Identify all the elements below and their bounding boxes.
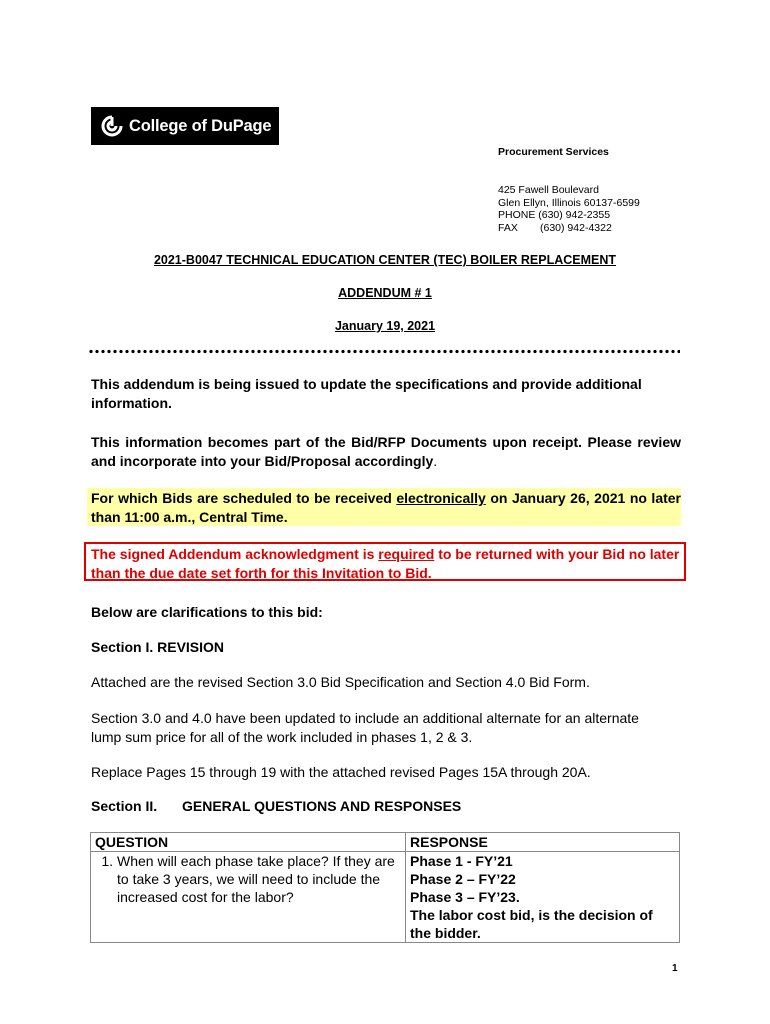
college-logo bbox=[91, 107, 279, 145]
schedule-text-underlined: electronically bbox=[396, 490, 486, 506]
table-header-row bbox=[91, 833, 680, 852]
questions-responses-table bbox=[90, 832, 680, 943]
question-column-header: QUESTION bbox=[91, 833, 406, 852]
section-1-paragraph-3: Replace Pages 15 through 19 with the attached revised Pages 15A through 20A. bbox=[91, 764, 591, 780]
table-row bbox=[91, 852, 680, 943]
response-line: Phase 1 - FY’21 bbox=[410, 853, 513, 869]
section-1-heading: Section I. REVISION bbox=[91, 639, 225, 655]
ack-text-underlined: required bbox=[378, 546, 435, 562]
response-line: Phase 2 – FY’22 bbox=[410, 871, 516, 887]
fax-number: (630) 942-4322 bbox=[540, 221, 612, 234]
acknowledgment-paragraph bbox=[91, 545, 681, 583]
section-2-label: Section II. bbox=[91, 798, 158, 814]
fax-row bbox=[498, 222, 640, 235]
response-column-header: RESPONSE bbox=[406, 833, 680, 852]
section-1-paragraph-1: Attached are the revised Section 3.0 Bid Specification and Section 4.0 Bid Form. bbox=[91, 674, 590, 690]
incorporate-text: This information becomes part of the Bid/RFP Documents upon receipt. Please review and incorporate into your Bid/Proposal accordingly bbox=[91, 434, 681, 469]
phone-number: PHONE (630) 942-2355 bbox=[498, 209, 611, 221]
city-address: Glen Ellyn, Illinois 60137-6599 bbox=[498, 196, 640, 209]
question-text: When will each phase take place? If they are to take 3 years, we will need to include the increased cost for the labor? bbox=[117, 853, 395, 905]
department-name: Procurement Services bbox=[498, 146, 609, 158]
schedule-text-pre: For which Bids are scheduled to be received bbox=[91, 490, 397, 506]
section-2-heading bbox=[91, 797, 681, 816]
dotted-divider bbox=[88, 349, 680, 354]
section-2-title: GENERAL QUESTIONS AND RESPONSES bbox=[182, 798, 462, 814]
addendum-date: January 19, 2021 bbox=[334, 319, 436, 333]
incorporate-period: . bbox=[433, 453, 438, 469]
response-line: Phase 3 – FY’23. bbox=[410, 889, 520, 905]
college-logo-icon bbox=[101, 115, 123, 137]
schedule-paragraph bbox=[91, 489, 681, 527]
fax-label: FAX bbox=[498, 221, 518, 234]
college-logo-text: College of DuPage bbox=[129, 116, 272, 135]
addendum-number: ADDENDUM # 1 bbox=[338, 286, 432, 300]
bid-title: 2021-B0047 TECHNICAL EDUCATION CENTER (TEC) BOILER REPLACEMENT bbox=[153, 253, 617, 267]
question-cell bbox=[91, 852, 406, 943]
page-number: 1 bbox=[672, 963, 678, 974]
clarifications-heading: Below are clarifications to this bid: bbox=[91, 604, 323, 620]
incorporate-paragraph bbox=[91, 433, 681, 471]
schedule-text-post: on January 26, 2021 no later than 11:00 a.m., Central Time. bbox=[91, 490, 682, 525]
ack-text-post: to be returned with your Bid no later than the due date set forth for this Invitation to Bid. bbox=[91, 546, 680, 581]
street-address: 425 Fawell Boulevard bbox=[498, 184, 599, 196]
question-number: 1. bbox=[101, 853, 113, 869]
response-line: The labor cost bid, is the decision of the bidder. bbox=[410, 907, 653, 941]
intro-paragraph: This addendum is being issued to update the specifications and provide additional information. bbox=[91, 376, 642, 411]
response-cell bbox=[406, 852, 680, 943]
contact-address-block bbox=[498, 184, 640, 234]
section-1-paragraph-2: Section 3.0 and 4.0 have been updated to include an additional alternate for an alternate lump sum price for all of the work included in phases 1, 2 & 3. bbox=[91, 710, 639, 745]
ack-text-pre: The signed Addendum acknowledgment is bbox=[91, 546, 379, 562]
